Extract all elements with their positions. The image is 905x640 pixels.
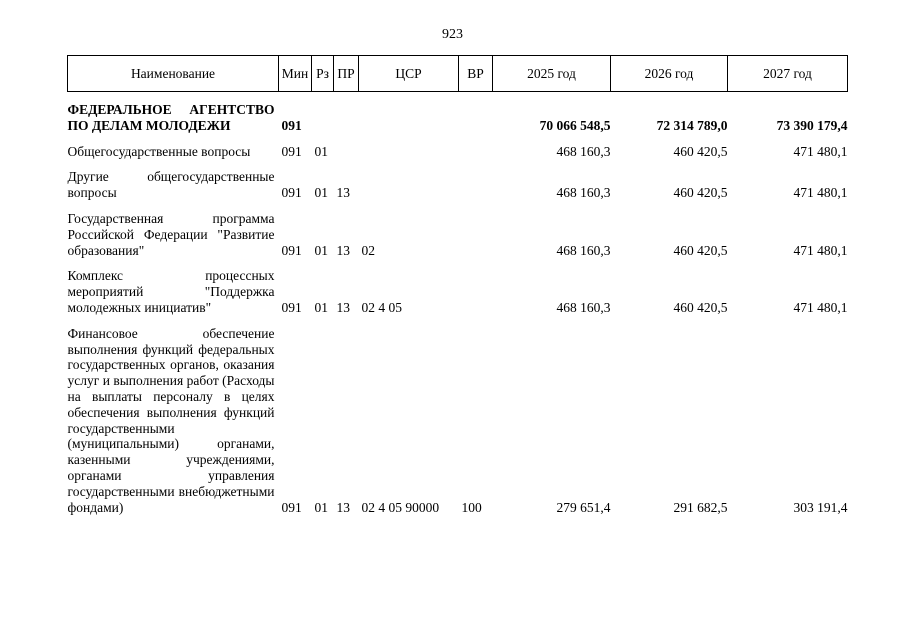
header-rz: Рз	[312, 56, 334, 92]
table-row	[68, 159, 848, 201]
row-csr: 02 4 05	[361, 299, 402, 315]
table-row	[68, 92, 848, 134]
row-rz: 01	[314, 185, 328, 201]
row-min: 091	[281, 242, 302, 258]
row-pr	[334, 134, 359, 160]
header-2027: 2027 год	[728, 56, 848, 92]
row-pr: 13	[336, 499, 350, 515]
row-name: Комплекс процессных мероприятий "Поддержка молодежных инициатив"	[67, 268, 275, 315]
table-row	[68, 201, 848, 258]
row-2026: 72 314 789,0	[656, 117, 728, 133]
row-csr	[359, 134, 459, 160]
row-name: Общегосударственные вопросы	[67, 143, 251, 159]
row-name: Финансовое обеспечение выполнения функций федеральных государственных органов, оказания услуг и выполнения работ (Расходы на выплаты персоналу в целях обеспечения выполнения функций государственными (муниципальными) органами, казенными учреждениями, органами управления государственными внебюджетными фондами)	[67, 325, 275, 515]
table-header-row	[68, 56, 848, 92]
row-2027: 303 191,4	[793, 499, 848, 515]
row-csr: 02	[361, 242, 375, 258]
row-vr	[459, 134, 493, 160]
row-2026: 460 420,5	[673, 299, 728, 315]
row-rz: 01	[314, 299, 328, 315]
row-2025: 468 160,3	[556, 143, 611, 159]
row-2025: 468 160,3	[556, 299, 611, 315]
header-2025: 2025 год	[493, 56, 611, 92]
row-2025: 468 160,3	[556, 242, 611, 258]
row-rz: 01	[314, 143, 328, 159]
header-2026: 2026 год	[611, 56, 728, 92]
row-2025: 70 066 548,5	[539, 117, 611, 133]
row-2026: 460 420,5	[673, 143, 728, 159]
row-2025: 279 651,4	[556, 499, 611, 515]
row-rz: 01	[314, 499, 328, 515]
page-number: 923	[442, 27, 463, 42]
row-2026: 460 420,5	[673, 242, 728, 258]
row-min: 091	[281, 299, 302, 315]
row-name: ФЕДЕРАЛЬНОЕ АГЕНТСТВО ПО ДЕЛАМ МОЛОДЕЖИ	[67, 102, 275, 133]
row-vr	[459, 201, 493, 258]
row-2026: 460 420,5	[673, 185, 728, 201]
row-min: 091	[281, 185, 302, 201]
row-pr: 13	[336, 299, 350, 315]
table-row	[68, 258, 848, 315]
row-rz	[312, 92, 334, 134]
row-vr	[459, 159, 493, 201]
row-vr	[459, 258, 493, 315]
row-vr	[459, 92, 493, 134]
row-2027: 471 480,1	[793, 242, 848, 258]
row-name: Государственная программа Российской Федерации "Развитие образования"	[67, 210, 275, 258]
row-2027: 471 480,1	[793, 299, 848, 315]
header-min: Мин	[279, 56, 312, 92]
row-2027: 471 480,1	[793, 143, 848, 159]
header-pr: ПР	[334, 56, 359, 92]
row-min: 091	[281, 499, 302, 515]
row-csr	[359, 159, 459, 201]
row-2025: 468 160,3	[556, 185, 611, 201]
table-row	[68, 134, 848, 160]
budget-table	[67, 55, 848, 515]
header-vr: ВР	[459, 56, 493, 92]
row-pr: 13	[336, 242, 350, 258]
row-rz: 01	[314, 242, 328, 258]
row-csr: 02 4 05 90000	[361, 499, 440, 515]
row-pr: 13	[336, 185, 350, 201]
row-2026: 291 682,5	[673, 499, 728, 515]
header-csr: ЦСР	[359, 56, 459, 92]
row-name: Другие общегосударственные вопросы	[67, 169, 275, 201]
row-2027: 73 390 179,4	[776, 117, 848, 133]
row-csr	[359, 92, 459, 134]
row-vr: 100	[461, 499, 482, 515]
row-min: 091	[281, 143, 302, 159]
row-pr	[334, 92, 359, 134]
header-name: Наименование	[68, 56, 279, 92]
row-2027: 471 480,1	[793, 185, 848, 201]
row-min: 091	[281, 117, 302, 133]
table-row	[68, 316, 848, 516]
